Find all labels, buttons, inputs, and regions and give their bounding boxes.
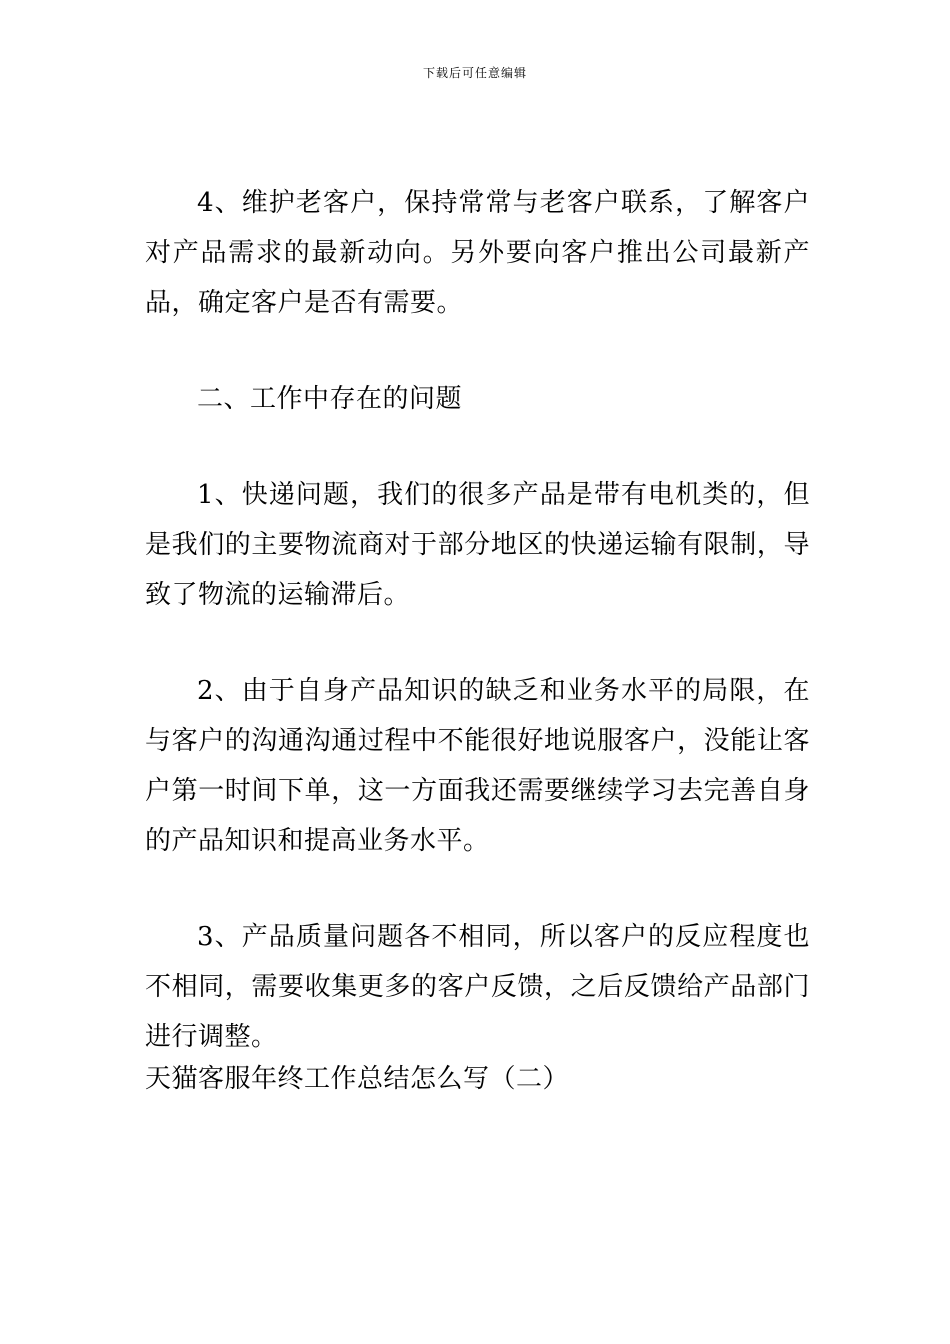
paragraph-gap [145,620,810,666]
paragraph-gap [145,424,810,470]
paragraph-gap [145,866,810,912]
paragraph-quality-problem: 3、产品质量问题各不相同，所以客户的反应程度也不相同，需要收集更多的客户反馈，之后反馈给产品部门进行调整。 [145,922,810,1052]
paragraph-gap [145,328,810,374]
document-body [145,178,810,1096]
paragraph-delivery-problem: 1、快递问题，我们的很多产品是带有电机类的，但是我们的主要物流商对于部分地区的快递运输有限制，导致了物流的运输滞后。 [145,480,810,610]
next-article-title: 天猫客服年终工作总结怎么写（二） [145,1064,570,1094]
paragraph-maintain-customers: 4、维护老客户，保持常常与老客户联系，了解客户对产品需求的最新动向。另外要向客户推出公司最新产品，确定客户是否有需要。 [145,188,810,318]
page-header: 下载后可任意编辑 [422,66,527,80]
section-heading-problems: 二、工作中存在的问题 [197,384,463,414]
paragraph-product-knowledge: 2、由于自身产品知识的缺乏和业务水平的局限，在与客户的沟通沟通过程中不能很好地说服客户，没能让客户第一时间下单，这一方面我还需要继续学习去完善自身的产品知识和提高业务水平。 [145,676,810,856]
